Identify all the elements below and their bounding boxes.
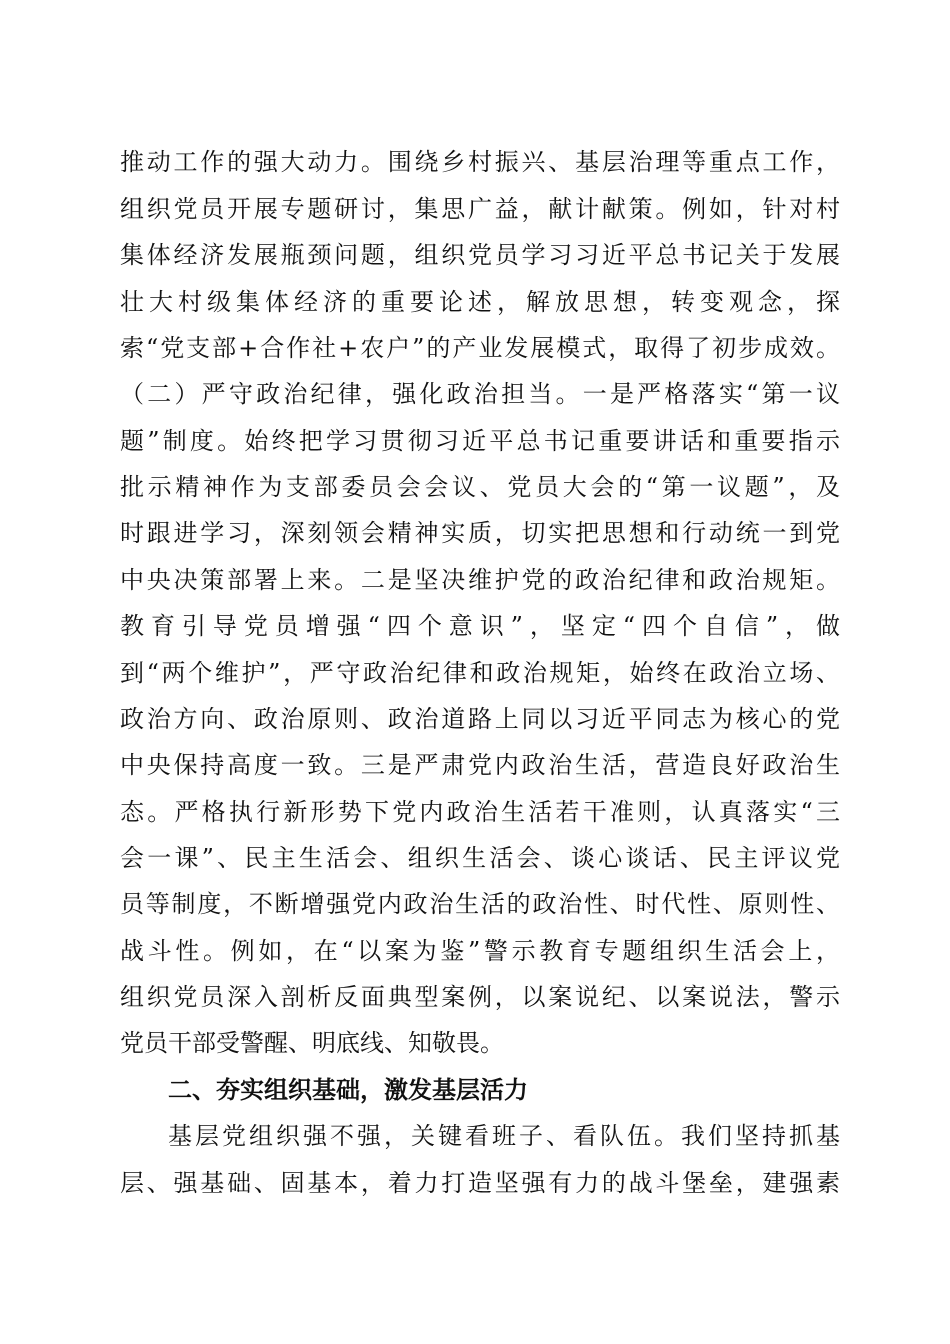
body-text-line: 中央决策部署上来。二是坚决维护党的政治纪律和政治规矩。 xyxy=(120,566,840,594)
body-text-line: 集体经济发展瓶颈问题，组织党员学习习近平总书记关于发展 xyxy=(120,241,840,269)
body-text-line: 中央保持高度一致。三是严肃党内政治生活，营造良好政治生 xyxy=(120,751,840,779)
body-text-line: 党员干部受警醒、明底线、知敬畏。 xyxy=(120,1029,504,1057)
body-text-line: 员等制度，不断增强党内政治生活的政治性、时代性、原则性、 xyxy=(120,890,840,918)
body-text-line: 政治方向、政治原则、政治道路上同以习近平同志为核心的党 xyxy=(120,705,840,733)
body-text-line: 到“两个维护”，严守政治纪律和政治规矩，始终在政治立场、 xyxy=(120,659,840,687)
body-text-line: 壮大村级集体经济的重要论述，解放思想，转变观念，探 xyxy=(120,288,840,316)
body-text-line: 教育引导党员增强“四个意识”，坚定“四个自信”，做 xyxy=(120,612,840,640)
body-text-line: 战斗性。例如，在“以案为鉴”警示教育专题组织生活会上， xyxy=(120,937,840,965)
body-text-line: 批示精神作为支部委员会会议、党员大会的“第一议题”，及 xyxy=(120,473,840,501)
body-text-line: 态。严格执行新形势下党内政治生活若干准则，认真落实“三 xyxy=(120,798,840,826)
body-text-line: 层、强基础、固基本，着力打造坚强有力的战斗堡垒，建强素 xyxy=(120,1169,840,1197)
body-text-line: 索“党支部+合作社+农户”的产业发展模式，取得了初步成效。 xyxy=(120,334,840,362)
section-heading: 二、夯实组织基础，激发基层活力 xyxy=(168,1076,528,1104)
body-text-line: 会一课”、民主生活会、组织生活会、谈心谈话、民主评议党 xyxy=(120,844,840,872)
body-text-line: （二）严守政治纪律，强化政治担当。一是严格落实“第一议 xyxy=(120,380,840,408)
body-text-line: 时跟进学习，深刻领会精神实质，切实把思想和行动统一到党 xyxy=(120,519,840,547)
body-text-line: 组织党员开展专题研讨，集思广益，献计献策。例如，针对村 xyxy=(120,195,840,223)
body-text-line: 题”制度。始终把学习贯彻习近平总书记重要讲话和重要指示 xyxy=(120,427,840,455)
body-text-line: 基层党组织强不强，关键看班子、看队伍。我们坚持抓基 xyxy=(168,1122,840,1150)
body-text-line: 组织党员深入剖析反面典型案例，以案说纪、以案说法，警示 xyxy=(120,983,840,1011)
body-text-line: 推动工作的强大动力。围绕乡村振兴、基层治理等重点工作， xyxy=(120,148,840,176)
